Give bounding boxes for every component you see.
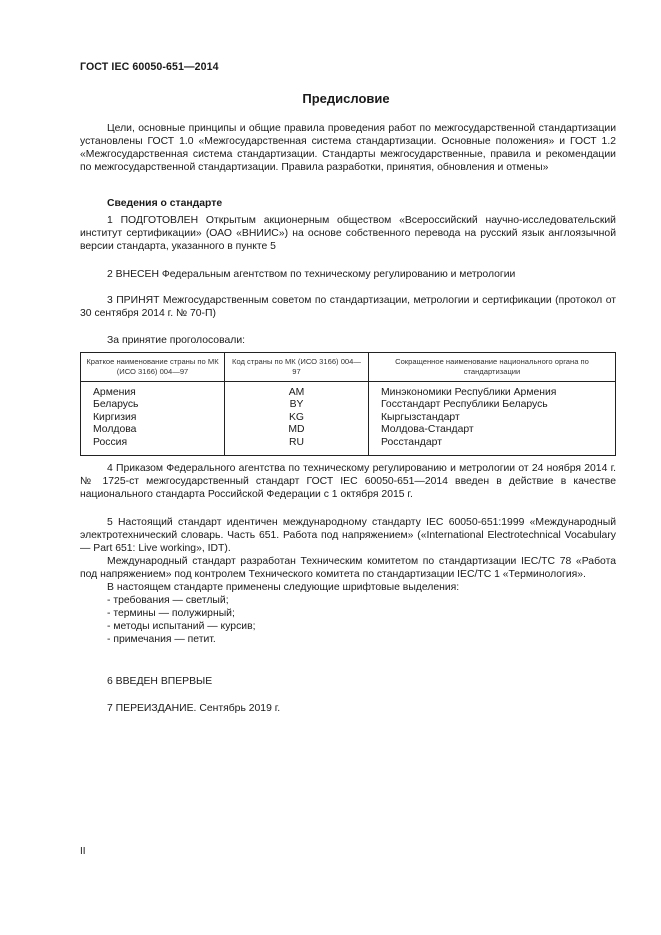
table-cell-body: Молдова-Стандарт (381, 424, 474, 436)
item-3: 3 ПРИНЯТ Межгосударственным советом по стандартизации, метрологии и сертификации (протокол от 30 сентября 2014 г. № 70-П) (80, 295, 616, 319)
voted-block (80, 334, 616, 347)
item-7-block (80, 702, 616, 715)
table-cell-code: MD (288, 424, 305, 436)
country-column (81, 382, 225, 456)
table-cell-country: Беларусь (93, 399, 139, 411)
table-cell-code: BY (289, 399, 304, 411)
table-cell-code: KG (288, 411, 304, 423)
voted-label: За принятие проголосовали: (107, 335, 246, 346)
table-header-code: Код страны по МК (ИСО 3166) 004—97 (225, 353, 369, 382)
item-3-block (80, 294, 616, 320)
code-column (225, 382, 369, 456)
voting-table (80, 352, 616, 456)
page-number: II (80, 846, 86, 857)
table-cell-country: Киргизия (93, 411, 137, 423)
table-header-country: Краткое наименование страны по МК (ИСО 3166) 004—97 (81, 353, 225, 382)
document-code: ГОСТ IEC 60050-651—2014 (80, 61, 219, 73)
item-1: 1 ПОДГОТОВЛЕН Открытым акционерным обществом «Всероссийский научно-исследовательский институт сертификации» (ОАО «ВНИИС») на основе собственного перевода на русский язык англоязычной версии стандарта, указанного в пункте 5 (80, 215, 616, 252)
intro-block (80, 122, 616, 174)
section-heading: Сведения о стандарте (107, 198, 223, 209)
item-4-block (80, 462, 616, 501)
font-style-item: - термины — полужирный; (107, 608, 235, 619)
page-title: Предисловие (302, 91, 390, 106)
item-5-block (80, 516, 616, 646)
item-6: 6 ВВЕДЕН ВПЕРВЫЕ (107, 676, 213, 687)
font-style-item: - требования — светлый; (107, 595, 229, 606)
table-body-row (81, 382, 616, 456)
table-cell-code: RU (288, 436, 304, 448)
table-cell-code: AM (288, 387, 305, 398)
table-header-row (81, 353, 616, 382)
item-2: 2 ВНЕСЕН Федеральным агентством по техническому регулированию и метрологии (107, 269, 516, 280)
table-cell-country: Россия (93, 436, 128, 448)
item-5-developer: Международный стандарт разработан Техническим комитетом по стандартизации IEC/TC 78 «Работа под напряжением» под контролем Технического комитета по стандартизации IEC/TC 1 «Терминология». (80, 556, 616, 580)
item-7: 7 ПЕРЕИЗДАНИЕ. Сентябрь 2019 г. (107, 703, 281, 714)
font-style-item: - примечания — петит. (107, 634, 216, 645)
item-1-block (80, 214, 616, 253)
fonts-intro: В настоящем стандарте применены следующие шрифтовые выделения: (107, 582, 460, 593)
item-6-block (80, 675, 616, 688)
font-style-item: - методы испытаний — курсив; (107, 621, 256, 632)
table-cell-body: Госстандарт Республики Беларусь (381, 399, 548, 411)
intro-paragraph: Цели, основные принципы и общие правила проведения работ по межгосударственной стандартизации установлены ГОСТ 1.0 «Межгосударственная система стандартизации. Основные положения» и ГОСТ 1.2 «Межгосударственная система стандартизации. Стандарты межгосударственные, правила и рекомендации по межгосударственной стандартизации. Правила разработки, принятия, обновления и отмены» (80, 123, 616, 173)
table-cell-country: Армения (93, 387, 136, 398)
table-header-body: Сокращенное наименование национального органа по стандартизации (369, 353, 616, 382)
table-cell-country: Молдова (93, 424, 137, 436)
item-2-block (80, 268, 616, 281)
table-cell-body: Росстандарт (381, 436, 442, 448)
body-column (369, 382, 616, 456)
item-4: 4 Приказом Федерального агентства по техническому регулированию и метрологии от 24 ноября 2014 г. № 1725-ст межгосударственный стандарт ГОСТ IEC 60050-651—2014 введен в действие в качестве национального стандарта Российской Федерации с 1 октября 2015 г. (80, 463, 616, 500)
section-heading-block (80, 197, 616, 210)
item-5: 5 Настоящий стандарт идентичен международному стандарту IEC 60050-651:1999 «Международный электротехнический словарь. Часть 651. Работа под напряжением» («International Electrotechnical Vocabulary — Part 651: Live working», IDT). (80, 517, 616, 554)
table-cell-body: Минэкономики Республики Армения (381, 387, 557, 398)
table-cell-body: Кыргызстандарт (381, 411, 460, 423)
